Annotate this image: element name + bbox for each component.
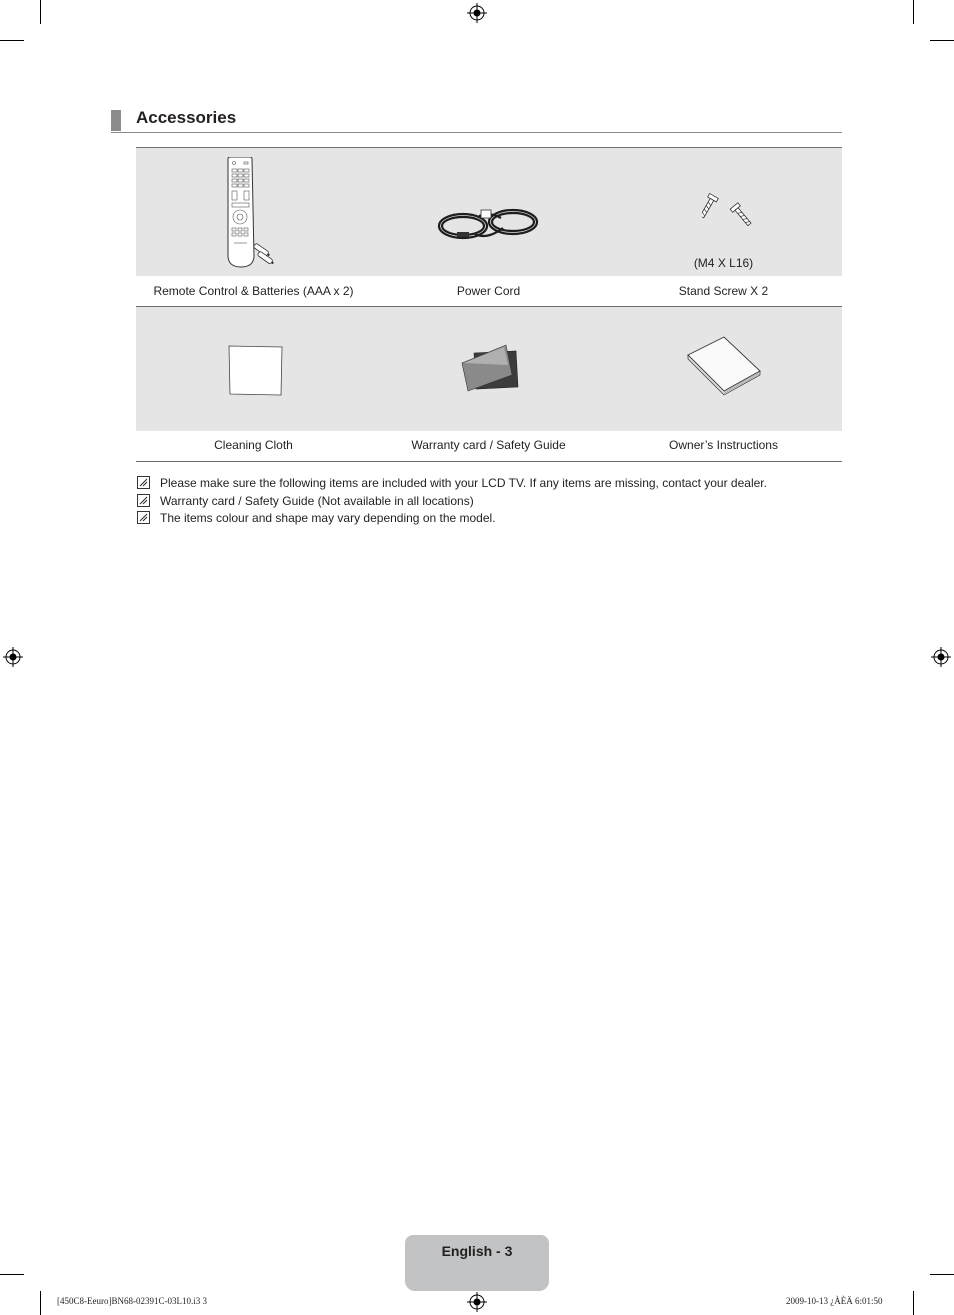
note-item [137,476,857,494]
crop-mark [0,1274,24,1275]
file-slug: [450C8-Eeuro]BN68-02391C-03L10.i3 3 [57,1296,207,1306]
crop-mark [913,1291,914,1315]
screw-icon [702,192,758,234]
warranty-card-icon [460,341,522,393]
power-cord-icon [435,204,543,246]
cloth-icon [226,344,286,398]
crop-mark [40,1291,41,1315]
page-number: English - 3 [441,1243,513,1259]
accessory-warranty-card [371,307,606,461]
note-text: The items colour and shape may vary depending on the model. [160,511,496,525]
crop-mark [930,1274,954,1275]
note-icon [137,494,150,507]
table-row [136,307,842,462]
accessory-label: Cleaning Cloth [214,438,293,452]
accessory-remote-control [136,148,371,306]
manual-icon [686,335,762,397]
accessory-cleaning-cloth [136,307,371,461]
heading-bar [111,110,121,131]
registration-mark-icon [467,1292,487,1312]
accessory-label: Owner’s Instructions [669,438,778,452]
accessory-owners-instructions [606,307,841,461]
print-timestamp: 2009-10-13 ¿ÀÈÄ 6:01:50 [786,1296,883,1306]
accessory-label: Remote Control & Batteries (AAA x 2) [153,284,354,298]
screw-size-label: (M4 X L16) [693,256,754,270]
accessory-label: Power Cord [456,284,521,298]
note-item [137,511,857,529]
note-icon [137,476,150,489]
note-text: Warranty card / Safety Guide (Not available in all locations) [160,493,474,508]
accessories-table [136,147,842,462]
accessory-label: Stand Screw X 2 [678,284,769,298]
section-heading [111,108,842,133]
registration-mark-icon [931,647,951,667]
remote-control-icon [220,157,290,269]
accessory-label: Warranty card / Safety Guide [411,438,566,452]
registration-mark-icon [3,647,23,667]
crop-mark [930,40,954,41]
crop-mark [0,40,24,41]
note-item [137,494,857,512]
accessory-stand-screw [606,148,841,306]
page-number-tab [405,1235,549,1291]
registration-mark-icon [467,3,487,23]
section-title: Accessories [136,108,237,127]
table-row [136,147,842,307]
notes-list [137,476,857,529]
note-icon [137,511,150,524]
accessory-power-cord [371,148,606,306]
note-text: Please make sure the following items are included with your LCD TV. If any items are missing, contact your dealer. [160,476,767,490]
crop-mark [913,0,914,24]
crop-mark [40,0,41,24]
